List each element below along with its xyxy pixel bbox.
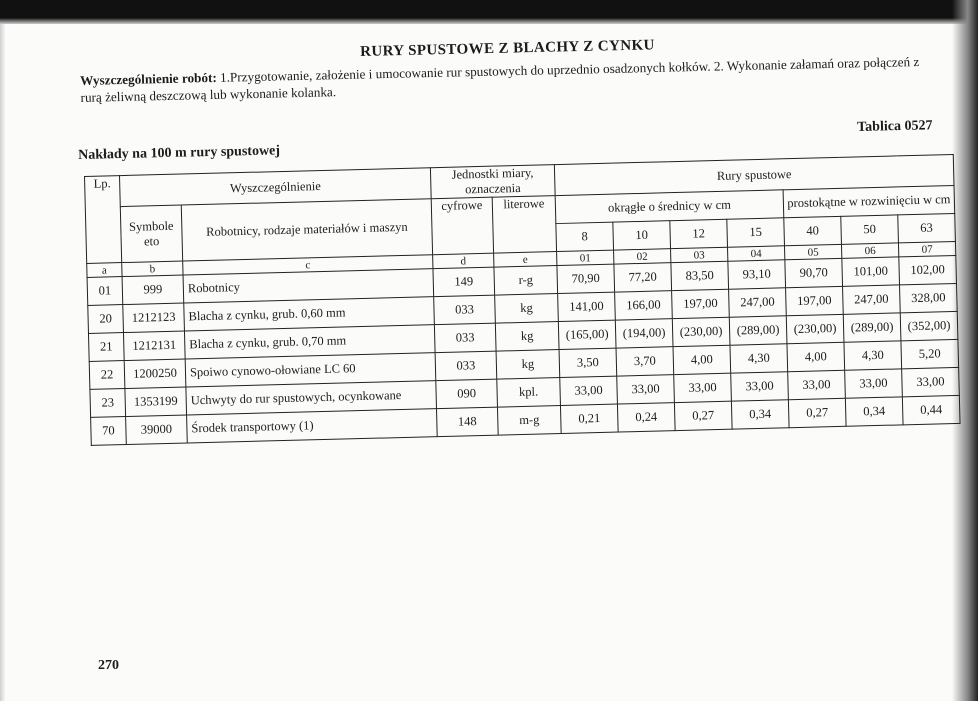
row-lp: 21 — [88, 333, 124, 362]
row-symbol: 1353199 — [125, 387, 187, 417]
description-label: Wyszczególnienie robót: — [80, 69, 217, 88]
header-diameter: 63 — [898, 213, 956, 242]
letter-e: e — [494, 252, 557, 268]
row-value: (230,00) — [672, 317, 730, 346]
row-unit-code: 033 — [435, 351, 497, 381]
row-name: Robotnicy — [183, 269, 434, 303]
row-value: 90,70 — [785, 258, 843, 287]
header-prostokatne: prostokątne w rozwinięciu w cm — [783, 185, 955, 217]
row-unit-letter: kg — [496, 350, 560, 380]
letter-b: b — [122, 261, 183, 277]
header-diameter: 10 — [613, 221, 671, 250]
row-name: Blacha z cynku, grub. 0,70 mm — [184, 325, 435, 359]
column-code: 07 — [898, 241, 955, 256]
row-value: 33,00 — [674, 373, 732, 402]
row-unit-letter: kg — [495, 294, 559, 324]
row-value: 102,00 — [899, 255, 957, 284]
header-jednostki: Jednostki miary, oznaczenia — [430, 165, 555, 199]
row-value: (352,00) — [900, 311, 958, 340]
row-unit-code: 033 — [434, 295, 496, 325]
row-symbol: 1200250 — [124, 359, 186, 389]
row-value: 197,00 — [786, 286, 844, 315]
row-value: 0,21 — [560, 404, 618, 433]
page-number: 270 — [98, 658, 119, 673]
row-lp: 22 — [89, 361, 125, 390]
row-unit-letter: kpl. — [497, 378, 561, 408]
row-value: 33,00 — [845, 369, 903, 398]
column-code: 01 — [557, 250, 614, 265]
row-value: 0,34 — [845, 397, 903, 426]
row-name: Uchwyty do rur spustowych, ocynkowane — [186, 381, 437, 415]
header-cyfrowe: cyfrowe — [431, 197, 493, 255]
page-title: RURY SPUSTOWE Z BLACHY Z CYNKU — [360, 37, 656, 60]
letter-d: d — [433, 253, 494, 269]
row-unit-code: 148 — [437, 407, 499, 437]
description-text: 1.Przygotowanie, założenie i umocowanie rur spustowych do uprzednio osadzonych kołków. 2. Wykonanie załamań oraz połączeń z rurą żeliwną deszczową lub wykonanie kolanka. — [80, 53, 920, 105]
row-unit-letter: m-g — [497, 406, 561, 436]
row-value: 33,00 — [902, 367, 960, 396]
header-symbole: Symbole eto — [120, 205, 182, 263]
header-okragle: okrągłe o średnicy w cm — [555, 190, 784, 224]
header-diameter: 12 — [670, 219, 728, 248]
row-symbol: 1212131 — [123, 331, 185, 361]
row-value: 101,00 — [842, 257, 900, 286]
row-value: (194,00) — [615, 319, 673, 348]
column-code: 02 — [614, 249, 671, 264]
row-value: 4,00 — [787, 342, 845, 371]
row-value: 4,00 — [673, 345, 731, 374]
header-wyszczegolnienie: Wyszczególnienie — [120, 168, 432, 207]
scan-edge-top — [0, 0, 978, 24]
row-lp: 23 — [90, 389, 126, 418]
row-value: 328,00 — [900, 283, 958, 312]
row-lp: 70 — [91, 417, 127, 446]
row-value: 3,70 — [616, 347, 674, 376]
norms-table — [84, 154, 961, 446]
row-value: (230,00) — [786, 314, 844, 343]
row-value: 141,00 — [558, 292, 616, 321]
row-value: 0,27 — [674, 401, 732, 430]
row-name: Środek transportowy (1) — [187, 409, 438, 443]
row-symbol: 999 — [122, 275, 184, 305]
row-symbol: 39000 — [126, 415, 188, 445]
header-robotnicy: Robotnicy, rodzaje materiałów i maszyn — [181, 199, 432, 261]
row-unit-letter: kg — [495, 322, 559, 352]
table-number: Tablica 0527 — [857, 118, 933, 135]
row-lp: 20 — [88, 305, 124, 334]
row-value: 33,00 — [617, 375, 675, 404]
header-diameter: 50 — [841, 215, 899, 244]
work-description — [80, 52, 941, 106]
letter-a: a — [87, 263, 122, 278]
scan-edge-left — [0, 24, 5, 701]
row-value: 33,00 — [560, 376, 618, 405]
row-value: 0,34 — [731, 400, 789, 429]
table-subheading: Nakłady na 100 m rury spustowej — [78, 143, 281, 163]
row-name: Spoiwo cynowo-ołowiane LC 60 — [185, 353, 436, 387]
column-code: 03 — [671, 247, 728, 262]
header-lp: Lp. — [85, 176, 122, 264]
header-diameter: 15 — [727, 218, 785, 247]
header-diameter: 8 — [556, 222, 614, 251]
row-value: 0,27 — [788, 398, 846, 427]
row-value: 247,00 — [729, 288, 787, 317]
column-code: 04 — [728, 246, 785, 261]
row-value: 4,30 — [730, 344, 788, 373]
row-value: 3,50 — [559, 348, 617, 377]
column-code: 05 — [784, 244, 841, 259]
row-value: 93,10 — [728, 260, 786, 289]
row-lp: 01 — [87, 277, 123, 306]
row-value: 247,00 — [843, 285, 901, 314]
row-symbol: 1212123 — [123, 303, 185, 333]
row-value: 33,00 — [731, 372, 789, 401]
row-value: 77,20 — [614, 263, 672, 292]
row-value: 166,00 — [615, 291, 673, 320]
row-name: Blacha z cynku, grub. 0,60 mm — [184, 297, 435, 331]
column-code: 06 — [841, 243, 898, 258]
row-value: (289,00) — [843, 313, 901, 342]
letter-c: c — [183, 255, 433, 275]
row-value: 0,24 — [617, 403, 675, 432]
row-value: 33,00 — [788, 370, 846, 399]
row-value: 83,50 — [671, 261, 729, 290]
row-unit-code: 149 — [433, 267, 495, 297]
header-diameter: 40 — [784, 216, 842, 245]
row-value: 70,90 — [557, 264, 615, 293]
row-unit-code: 033 — [434, 323, 496, 353]
header-literowe: literowe — [492, 196, 556, 254]
row-value: 4,30 — [844, 341, 902, 370]
row-unit-letter: r-g — [494, 266, 558, 296]
row-value: 5,20 — [901, 339, 959, 368]
header-rury: Rury spustowe — [554, 154, 954, 195]
row-value: (165,00) — [558, 320, 616, 349]
row-value: 0,44 — [902, 395, 960, 424]
row-unit-code: 090 — [436, 379, 498, 409]
row-value: (289,00) — [729, 316, 787, 345]
row-value: 197,00 — [672, 289, 730, 318]
